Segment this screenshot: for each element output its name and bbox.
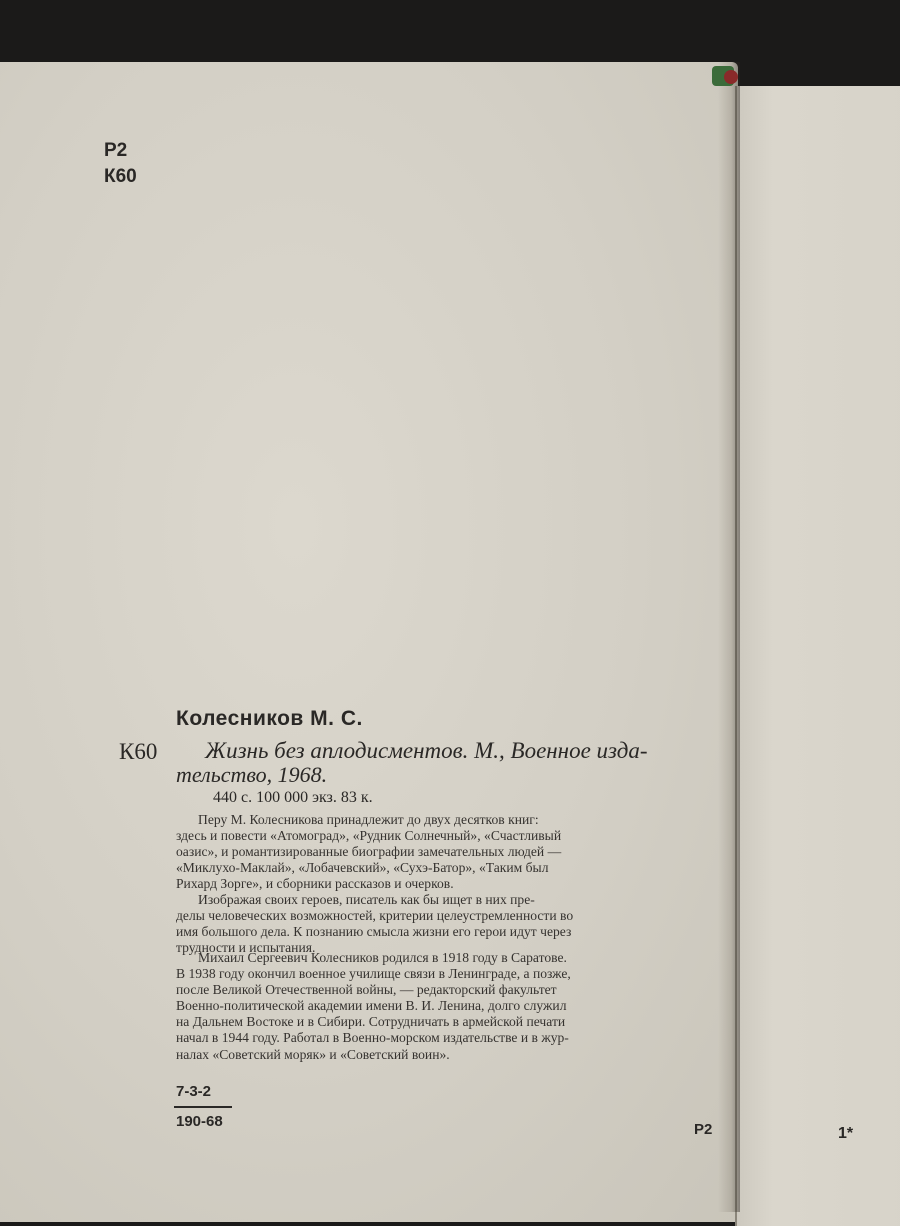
annotation-line: Военно-политической академии имени В. И. Ленина, долго служил xyxy=(176,998,567,1014)
annotation-line: Михаил Сергеевич Колесников родился в 1918 году в Саратове. xyxy=(198,950,567,965)
right-page-edge xyxy=(735,86,900,1226)
annotation-line: налах «Советский моряк» и «Советский воин». xyxy=(176,1046,450,1062)
classification-code-line2: К60 xyxy=(104,166,137,187)
publication-specs: 440 с. 100 000 экз. 83 к. xyxy=(213,789,373,806)
fraction-rule xyxy=(174,1106,232,1108)
annotation-line: В 1938 году окончил военное училище связи в Ленинграде, а позже, xyxy=(176,966,571,982)
print-order-code-bottom: 190-68 xyxy=(176,1113,223,1130)
annotation-line: делы человеческих возможностей, критерии целеустремленности во xyxy=(176,908,574,924)
print-order-code-top: 7-3-2 xyxy=(176,1083,212,1100)
annotation-line: на Дальнем Востоке и в Сибири. Сотрудничать в армейской печати xyxy=(176,1014,566,1030)
classification-code-line1: Р2 xyxy=(104,140,128,161)
annotation-paragraph-1 xyxy=(176,812,716,892)
signature-mark: 1* xyxy=(838,1125,854,1142)
author-name: Колесников М. С. xyxy=(176,707,363,730)
annotation-line: Перу М. Колесникова принадлежит до двух десятков книг: xyxy=(198,812,539,827)
annotation-line: трудности и испытания. xyxy=(176,940,316,956)
book-title-line2: тельство, 1968. xyxy=(176,762,328,787)
catalog-code: К60 xyxy=(119,739,158,764)
annotation-line: «Миклухо-Маклай», «Лобачевский», «Сухэ-Батор», «Таким был xyxy=(176,860,549,876)
annotation-paragraph-2 xyxy=(176,892,716,956)
annotation-line: здесь и повести «Атомоград», «Рудник Солнечный», «Счастливый xyxy=(176,828,562,844)
author-biography xyxy=(176,950,716,1063)
annotation-line: начал в 1944 году. Работал в Военно-морском издательстве и в жур- xyxy=(176,1030,569,1046)
annotation-line: оазис», и романтизированные биографии замечательных людей — xyxy=(176,844,562,860)
annotation-line: после Великой Отечественной войны, — редакторский факультет xyxy=(176,982,557,998)
annotation-line: имя большого дела. К познанию смысла жизни его герои идут через xyxy=(176,924,572,940)
annotation-line: Рихард Зорге», и сборники рассказов и очерков. xyxy=(176,876,454,892)
footer-classification-code: Р2 xyxy=(694,1121,713,1138)
book-title-line1: Жизнь без аплодисментов. М., Военное изда- xyxy=(205,738,648,763)
annotation-line: Изображая своих героев, писатель как бы ищет в них пре- xyxy=(198,892,535,907)
book-gutter xyxy=(718,62,740,1212)
bookmark-ribbon-accent xyxy=(724,70,738,84)
